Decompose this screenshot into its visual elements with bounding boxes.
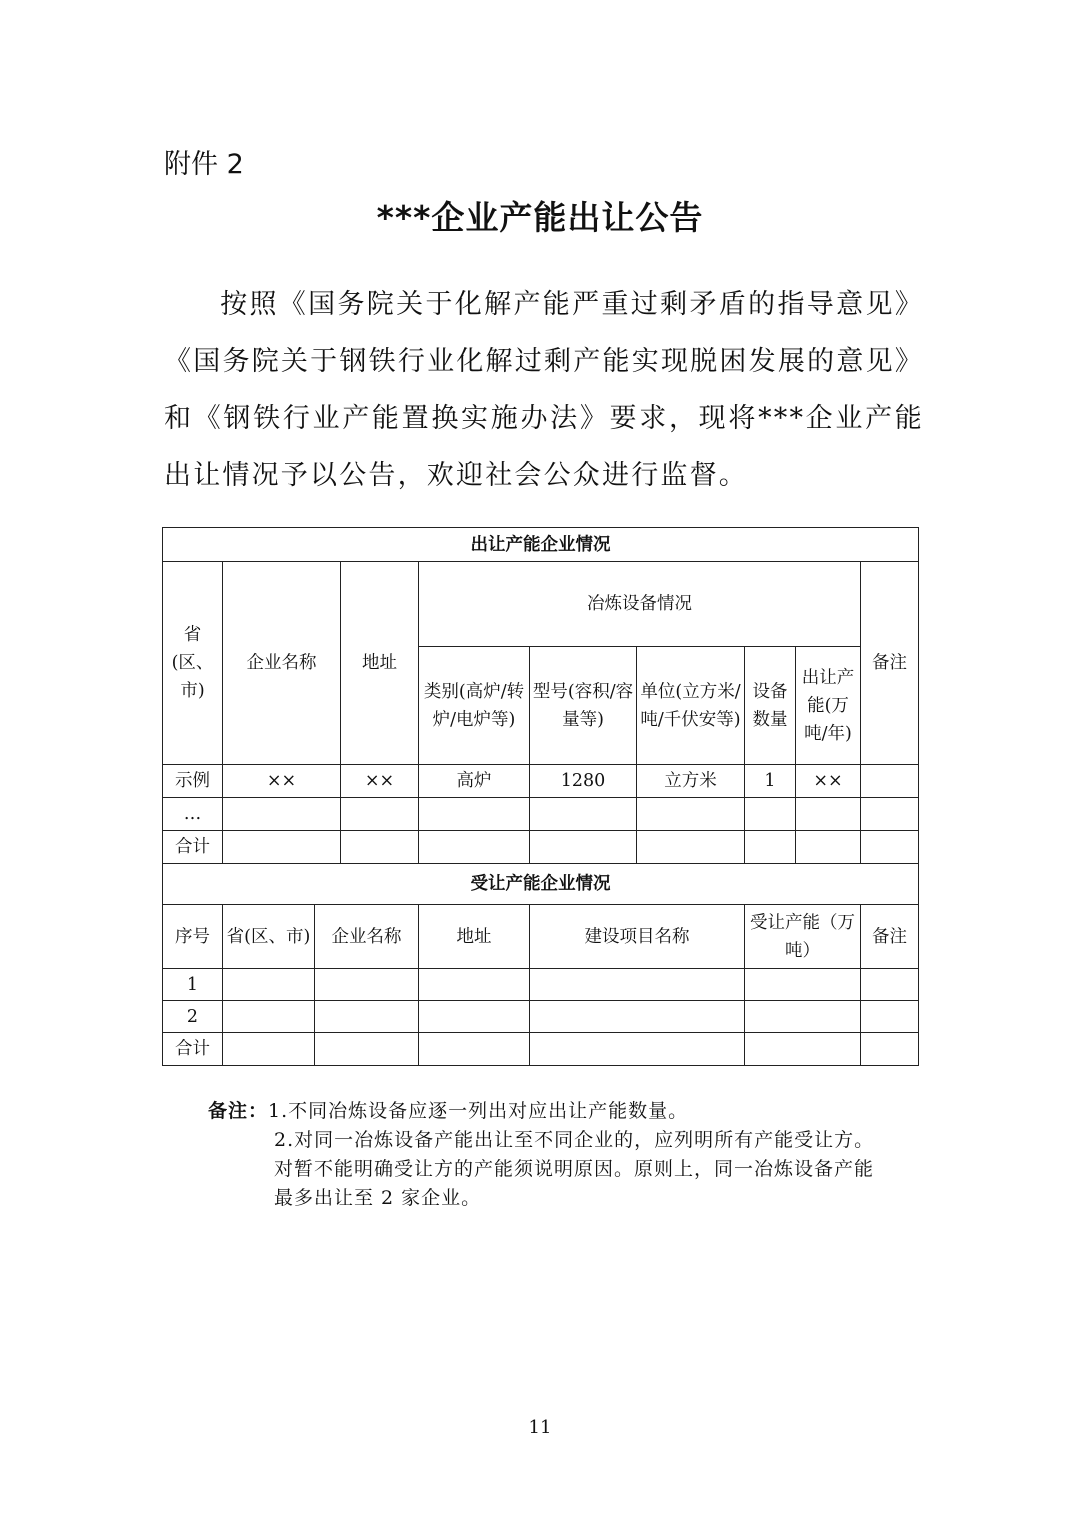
header-category: 类别(高炉/转炉/电炉等) [419,647,530,765]
header-equipment-count: 设备数量 [745,647,796,765]
transfer-row [163,798,919,831]
table-cell [637,798,745,831]
table-cell: ×× [796,765,861,798]
table-cell: 1 [163,969,223,1001]
table-cell [530,831,637,864]
table-cell: 立方米 [637,765,745,798]
notes [208,1097,928,1213]
intro-paragraph [164,276,924,504]
table-cell [315,1001,419,1033]
table-cell [861,765,919,798]
header-transfer-capacity: 出让产能(万吨/年) [796,647,861,765]
table-cell: ×× [341,765,419,798]
table-cell [223,1033,315,1066]
table-cell [419,969,530,1001]
table-cell [419,798,530,831]
header-company-name: 企业名称 [315,905,419,969]
notes-label: 备注： [208,1100,269,1122]
table-cell [223,969,315,1001]
table-cell [796,798,861,831]
note-2-line-1: 2.对同一冶炼设备产能出让至不同企业的，应列明所有产能受让方。 [274,1129,875,1151]
receive-row [163,969,919,1001]
header-project-name: 建设项目名称 [530,905,745,969]
table-cell: 1 [745,765,796,798]
header-remarks: 备注 [861,905,919,969]
table-cell [341,831,419,864]
header-address: 地址 [341,562,419,765]
receive-row [163,1033,919,1066]
header-province: 省(区、市) [223,905,315,969]
table-cell [419,1033,530,1066]
header-model: 型号(容积/容量等) [530,647,637,765]
table-cell: 合计 [163,1033,223,1066]
document-title: ***企业产能出让公告 [376,198,704,237]
header-received-capacity: 受让产能（万吨） [745,905,861,969]
table-cell [796,831,861,864]
table-cell: 2 [163,1001,223,1033]
table-cell [223,831,341,864]
table-cell [861,1001,919,1033]
table-cell [419,831,530,864]
receive-header-row [163,905,919,969]
table-cell [419,1001,530,1033]
header-address: 地址 [419,905,530,969]
transfer-row [163,831,919,864]
table-cell [745,1033,861,1066]
header-unit: 单位(立方米/吨/千伏安等) [637,647,745,765]
note-2-line-3: 最多出让至 2 家企业。 [274,1187,482,1209]
receive-row [163,1001,919,1033]
table-cell [861,969,919,1001]
table-cell [637,831,745,864]
page-number: 11 [528,1417,552,1438]
table-cell [745,798,796,831]
table-cell: 合计 [163,831,223,864]
header-remarks: 备注 [861,562,919,765]
table-cell [745,969,861,1001]
table-cell [745,831,796,864]
table-cell: ×× [223,765,341,798]
table-cell [530,1001,745,1033]
table-cell [223,798,341,831]
table-cell: … [163,798,223,831]
table-cell [315,1033,419,1066]
table-cell [530,969,745,1001]
header-company-name: 企业名称 [223,562,341,765]
table-cell [745,1001,861,1033]
note-1: 1.不同冶炼设备应逐一列出对应出让产能数量。 [268,1100,689,1122]
table-cell [861,1033,919,1066]
table-cell [861,831,919,864]
transfer-row [163,765,919,798]
intro-paragraph-text: 按照《国务院关于化解产能严重过剩矛盾的指导意见》《国务院关于钢铁行业化解过剩产能实现脱困发展的意见》和《钢铁行业产能置换实施办法》要求，现将***企业产能出让情况予以公告，欢迎社会公众进行监督。 [164,289,924,491]
transfer-section-header: 出让产能企业情况 [163,528,919,562]
table-cell: 1280 [530,765,637,798]
receive-section-header: 受让产能企业情况 [163,864,919,905]
capacity-table [162,527,919,1066]
table-cell [315,969,419,1001]
table-cell [341,798,419,831]
table-cell: 示例 [163,765,223,798]
table-cell [861,798,919,831]
header-equipment: 冶炼设备情况 [419,562,861,647]
header-province: 省(区、市) [163,562,223,765]
table-cell [530,1033,745,1066]
table-cell [530,798,637,831]
attachment-label: 附件 2 [164,149,244,180]
table-cell [223,1001,315,1033]
header-serial: 序号 [163,905,223,969]
note-2-line-2: 对暂不能明确受让方的产能须说明原因。原则上，同一冶炼设备产能 [274,1158,875,1180]
table-cell: 高炉 [419,765,530,798]
